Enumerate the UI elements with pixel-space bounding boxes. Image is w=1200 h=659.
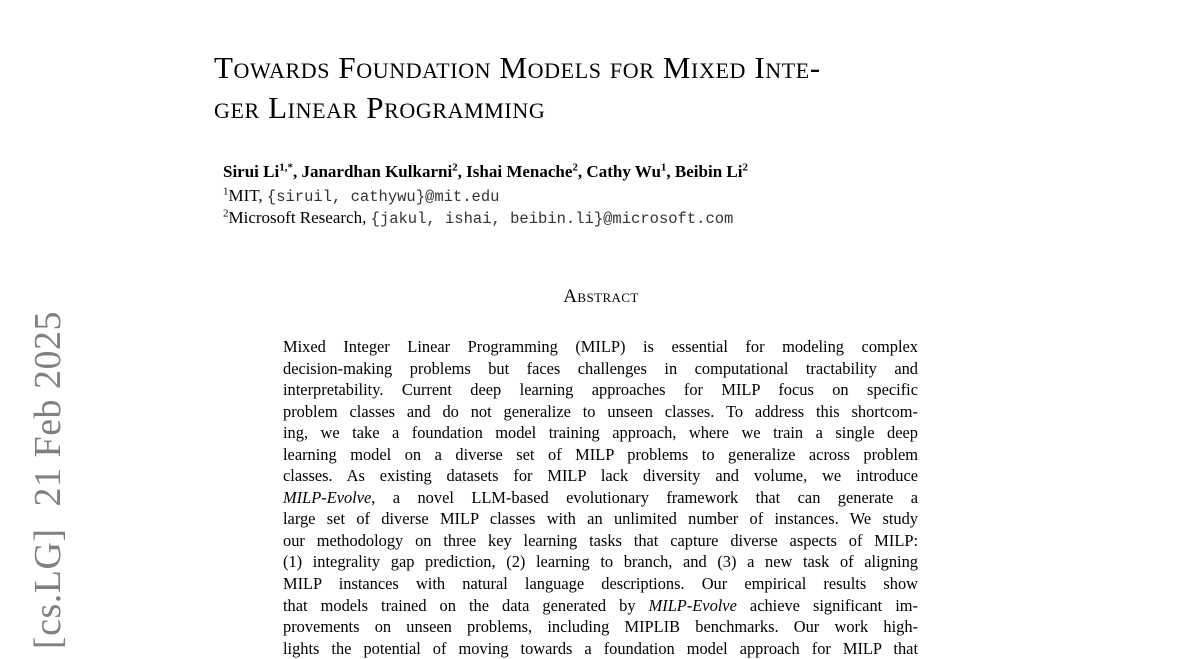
author-name: Cathy Wu xyxy=(586,162,661,181)
author-name: Janardhan Kulkarni xyxy=(301,162,453,181)
author-affiliation-marker: 2 xyxy=(572,161,578,174)
paper-title xyxy=(214,48,1014,128)
abstract-line: interpretability. Current deep learning approaches for MILP focus on specific xyxy=(283,380,918,400)
affiliation-emails: {siruil, cathywu}@mit.edu xyxy=(266,188,500,206)
abstract-line: problem classes and do not generalize to unseen classes. To address this shortcom- xyxy=(283,401,918,421)
affiliation-marker: 2 xyxy=(223,207,229,220)
abstract-line: classes. As existing datasets for MILP lack diversity and volume, we introduce xyxy=(283,466,918,486)
abstract-line: ing, we take a foundation model training approach, where we train a single deep xyxy=(283,423,918,443)
abstract-body xyxy=(283,336,918,659)
abstract-line: (1) integrality gap prediction, (2) learning to branch, and (3) a new task of aligning xyxy=(283,552,918,572)
abstract-line: MILP instances with natural language descriptions. Our empirical results show xyxy=(283,574,918,594)
abstract-line: lights the potential of moving towards a foundation model approach for MILP that xyxy=(283,638,918,658)
abstract-heading-text: Abstract xyxy=(563,286,639,307)
abstract-line: large set of diverse MILP classes with an unlimited number of instances. We study xyxy=(283,509,918,529)
abstract-line: MILP-Evolve, a novel LLM-based evolutionary framework that can generate a xyxy=(283,487,918,507)
abstract-line: that models trained on the data generated by MILP-Evolve achieve significant im- xyxy=(283,595,918,615)
arxiv-category: [cs.LG] xyxy=(27,528,69,650)
author-affiliation-marker: 2 xyxy=(742,161,748,174)
paper-title-line-2: ger Linear Programming xyxy=(214,90,546,125)
author-list: Sirui $Li^{1,*}$, Janardhan Kulkarni$^2$, Ishai Menache$^2$, Cathy Wu$^1$, Beibin Li$^2$ xyxy=(223,161,748,181)
author-affiliation-marker: 2 xyxy=(452,161,458,174)
affiliation-emails: {jakul, ishai, beibin.li}@microsoft.com xyxy=(370,210,734,228)
author-name: Ishai Menache xyxy=(466,162,573,181)
author-name: Sirui Li xyxy=(223,162,280,181)
author-affiliation-marker: 1,* xyxy=(279,161,293,174)
abstract-heading xyxy=(0,286,1200,308)
arxiv-date: 21 Feb 2025 xyxy=(27,310,69,507)
framework-name: MILP-Evolve xyxy=(283,487,372,507)
abstract-line: decision-making problems but faces challenges in computational tractability and xyxy=(283,358,918,378)
affiliation-marker: 1 xyxy=(223,185,229,198)
affiliation-microsoft xyxy=(223,207,1023,230)
framework-name: MILP-Evolve xyxy=(648,595,737,615)
abstract-line: provements on unseen problems, including MIPLIB benchmarks. Our work high- xyxy=(283,617,918,637)
paper-title-line-1: Towards Foundation Models for Mixed Inte- xyxy=(214,50,821,85)
author-affiliation-marker: 1 xyxy=(660,161,667,174)
abstract-line: learning model on a diverse set of MILP problems to generalize across problem xyxy=(283,444,918,464)
arxiv-side-stamp xyxy=(26,311,70,649)
affiliation-mit xyxy=(223,185,1023,208)
abstract-line: our methodology on three key learning tasks that capture diverse aspects of MILP: xyxy=(283,530,918,550)
author-name: Beibin Li xyxy=(674,162,743,181)
affiliation-org: MIT, xyxy=(228,186,267,205)
affiliation-org: Microsoft Research, xyxy=(228,208,371,227)
abstract-line: Mixed Integer Linear Programming (MILP) is essential for modeling complex xyxy=(283,337,918,356)
